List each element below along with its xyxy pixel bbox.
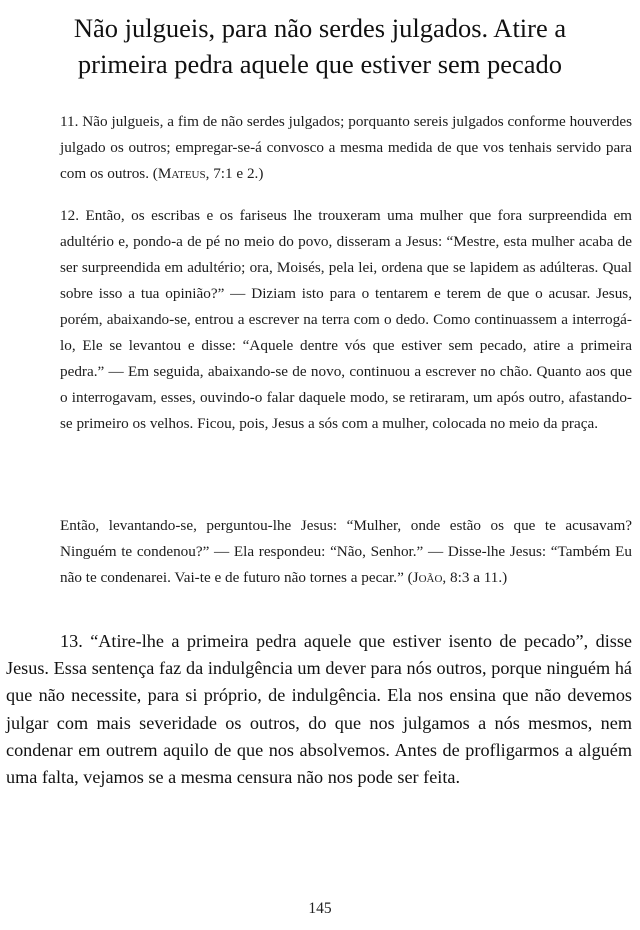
quote-11-text: 11. Não julgueis, a fim de não serdes julgados; porquanto sereis julgados conforme houverdes julgado os outros; empregar-se-á convosco a mesma medida de que vos tenhais servido para com os outros. ( [60, 113, 632, 182]
quote-paragraph-12-continued [60, 513, 632, 591]
commentary-13-text: 13. “Atire-lhe a primeira pedra aquele que estiver isento de pecado”, disse Jesus. Essa sentença faz da indulgência um dever para nós outros, porque ninguém há que não necessite, para si próprio, de indulgência. Ela nos ensina que não devemos julgar com mais severidade os outros, do que nos julgamos a nós mesmos, nem condenar em outrem aquilo de que nos absolvemos. Antes de profligarmos a alguém uma falta, vejamos se a mesma censura não nos pode ser feita. [6, 631, 632, 788]
quote-12-text: 12. Então, os escribas e os fariseus lhe trouxeram uma mulher que fora surpreendida em adultério e, pondo-a de pé no meio do povo, disseram a Jesus: “Mestre, esta mulher acaba de ser surpreendida em adultério; ora, Moisés, pela lei, ordena que se lapidem as adúlteras. Qual sobre isso a tua opinião?” — Diziam isto para o tentarem e terem de que o acusar. Jesus, porém, abaixando-se, entrou a escrever na terra com o dedo. Como continuassem a interrogá-lo, Ele se levantou e disse: “Aquele dentre vós que estiver sem pecado, atire a primeira pedra.” — Em seguida, abaixando-se de novo, continuou a escrever no chão. Quanto aos que o interrogavam, esses, ouvindo-o falar daquele modo, se retiraram, um após outro, afastando-se primeiro os velhos. Ficou, pois, Jesus a sós com a mulher, colocada no meio da praça. [60, 207, 632, 432]
quote-11-reference-verse: , 7:1 e 2.) [205, 165, 264, 182]
commentary-paragraph-13 [6, 628, 632, 791]
quote-12b-reference-verse: , 8:3 a 11.) [442, 569, 508, 586]
page-number: 145 [308, 900, 332, 917]
quote-paragraph-11 [60, 109, 632, 187]
quote-paragraph-12 [60, 203, 632, 437]
quote-12b-reference-book: João [412, 569, 443, 586]
chapter-heading [14, 10, 626, 82]
quote-11-reference-book: Mateus [157, 165, 206, 182]
chapter-heading-line-2: primeira pedra aquele que estiver sem pecado [77, 49, 563, 79]
quote-12b-text: Então, levantando-se, perguntou-lhe Jesus: “Mulher, onde estão os que te acusavam? Ninguém te condenou?” — Ela respondeu: “Não, Senhor.” — Disse-lhe Jesus: “Também Eu não te condenarei. Vai-te e de futuro não tornes a pecar.” ( [60, 517, 632, 586]
chapter-heading-line-1: Não julgueis, para não serdes julgados. Atire a [73, 13, 567, 43]
